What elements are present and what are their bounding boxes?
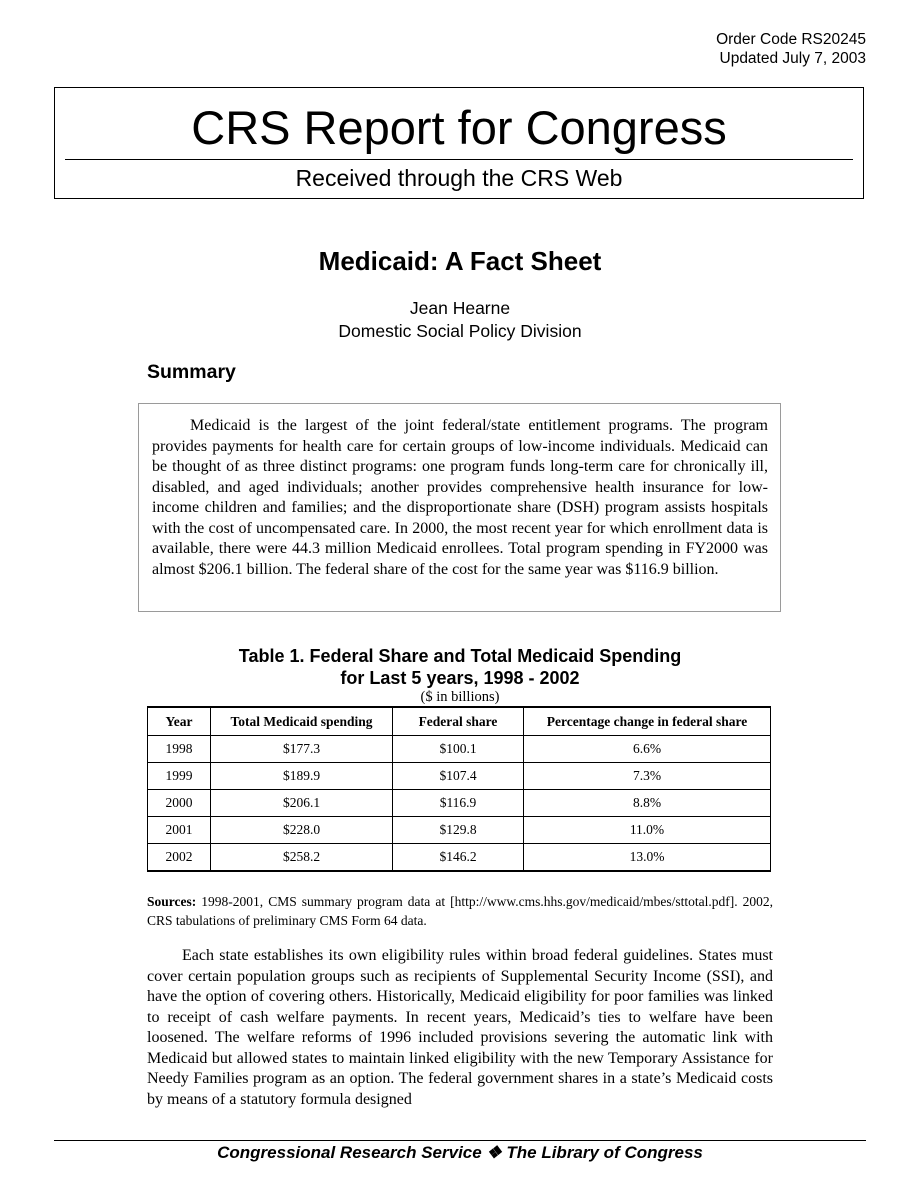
table-row (148, 736, 771, 763)
table-row (148, 844, 771, 872)
table-cell: $206.1 (211, 790, 393, 817)
table-cell: 1998 (148, 736, 211, 763)
updated-date: Updated July 7, 2003 (719, 50, 866, 67)
table-cell: $146.2 (393, 844, 524, 872)
table-cell: 13.0% (524, 844, 771, 872)
table-title-line2: for Last 5 years, 1998 - 2002 (340, 668, 580, 688)
table-cell: 2002 (148, 844, 211, 872)
table-cell: $100.1 (393, 736, 524, 763)
sources-text: 1998-2001, CMS summary program data at [http://www.cms.hhs.gov/medicaid/mbes/sttotal.pdf]. 2002, CRS tabulations of preliminary CMS Form 64 data. (147, 894, 773, 928)
table-cell: $189.9 (211, 763, 393, 790)
summary-text: Medicaid is the largest of the joint federal/state entitlement programs. The program provides payments for health care for certain groups of low-income individuals. Medicaid can be thought of as three distinct programs: one program funds long-term care for chronically ill, disabled, and aged individuals; another provides comprehensive health insurance for low-income children and families; and the disproportionate share (DSH) program assists hospitals with the cost of uncompensated care. In 2000, the most recent year for which enrollment data is available, there were 44.3 million Medicaid enrollees. Total program spending in FY2000 was almost $206.1 billion. The federal share of the cost for the same year was $116.9 billion. (152, 417, 768, 578)
table-cell: 2001 (148, 817, 211, 844)
summary-heading: Summary (147, 361, 236, 383)
table-row (148, 763, 771, 790)
sources-label: Sources: (147, 894, 197, 909)
table-cell: 1999 (148, 763, 211, 790)
table-cell: $107.4 (393, 763, 524, 790)
author-block (0, 297, 920, 343)
summary-box (138, 403, 781, 612)
table-cell: $228.0 (211, 817, 393, 844)
footer-divider (54, 1140, 866, 1141)
table-cell: 8.8% (524, 790, 771, 817)
table-cell: 2000 (148, 790, 211, 817)
table-cell: $258.2 (211, 844, 393, 872)
table-cell: 7.3% (524, 763, 771, 790)
masthead-title: CRS Report for Congress (191, 101, 727, 154)
author-division: Domestic Social Policy Division (338, 321, 582, 341)
body-paragraph: Each state establishes its own eligibility rules within broad federal guidelines. States must cover certain population groups such as recipients of Supplemental Security Income (SSI), and have the option of covering others. Historically, Medicaid eligibility for poor families was linked to receipt of cash welfare payments. In recent years, Medicaid’s ties to welfare have been loosened. The welfare reforms of 1996 included provisions severing the automatic link with Medicaid but allowed states to maintain linked eligibility with the new Temporary Assistance for Needy Families program as an option. The federal government shares in a state’s Medicaid costs by means of a statutory formula designed (147, 947, 773, 1108)
table-cell: 6.6% (524, 736, 771, 763)
column-header: Percentage change in federal share (524, 707, 771, 736)
spending-table (147, 706, 771, 872)
table-cell: $116.9 (393, 790, 524, 817)
table-unit: ($ in billions) (420, 689, 500, 705)
masthead-subtitle: Received through the CRS Web (295, 165, 623, 191)
table-header-row (148, 707, 771, 736)
footer-text: Congressional Research Service ❖ The Library of Congress (217, 1143, 703, 1162)
table-row (148, 790, 771, 817)
table-cell: $177.3 (211, 736, 393, 763)
author-name: Jean Hearne (409, 298, 511, 318)
column-header: Total Medicaid spending (211, 707, 393, 736)
order-code: Order Code RS20245 (716, 31, 866, 48)
column-header: Federal share (393, 707, 524, 736)
document-title: Medicaid: A Fact Sheet (318, 246, 602, 276)
table-sources (147, 892, 773, 930)
table-title (0, 645, 920, 689)
table-row (148, 817, 771, 844)
column-header: Year (148, 707, 211, 736)
masthead-divider (65, 159, 853, 160)
order-code-block (716, 30, 866, 68)
table-title-line1: Table 1. Federal Share and Total Medicaid Spending (238, 646, 682, 666)
table-cell: 11.0% (524, 817, 771, 844)
masthead-box (54, 87, 864, 199)
table-cell: $129.8 (393, 817, 524, 844)
